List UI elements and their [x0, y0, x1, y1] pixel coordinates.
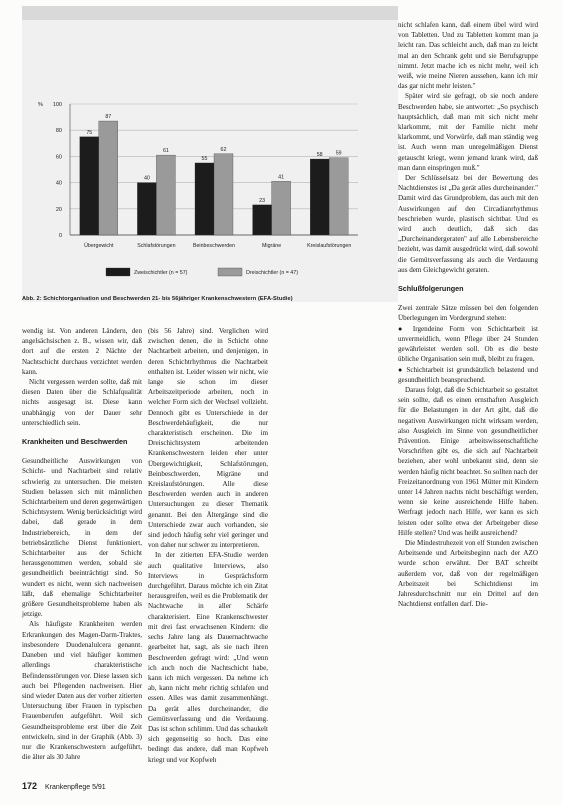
- bar: [156, 155, 175, 235]
- data-label: 23: [259, 197, 266, 204]
- y-tick-label: 20: [55, 206, 62, 213]
- text-column-right: [398, 20, 538, 609]
- y-tick-label: 80: [55, 128, 62, 135]
- paragraph: Als häufigste Krankheiten werden Erkrankungen des Magen-Darm-Traktes, insbesondere Duodenalulcera genannt. Daneben und viel häufiger kommen allerdings charakteristische Befindensstörungen vor. Diese lassen sich auch bei Pflegenden nachweisen. Hier sind wieder Daten aus der vorher zitierten Untersuchung über Frauen in typischen Frauenberufen aufgeführt. Weil sich Gesundheitsprobleme erst über die Zeit entwickeln, sind in der Graphik (Abb. 3) nur die Krankenschwestern aufgeführt, die älter als 30 Jahre: [22, 620, 142, 762]
- bar: [329, 158, 348, 235]
- paragraph: Zwei zentrale Sätze müssen bei den folgenden Überlegungen im Vordergrund stehen:: [398, 304, 538, 323]
- bar: [214, 154, 233, 235]
- page-number: 172: [22, 781, 38, 791]
- data-label: 59: [335, 150, 342, 157]
- data-label: 87: [105, 114, 112, 121]
- legend-label: Dreischichtler (n = 47): [246, 270, 298, 276]
- paragraph: Die Mindestruhezeit von elf Stunden zwischen Arbeitsende und Arbeitsbeginn nach der AZO wurde schon erwähnt. Der BAT schreibt außerdem vor, daß von der regelmäßigen Arbeitszeit bei Schichtdienst im Jahresdurchschnitt nur ein Drittel auf den Nachtdienst entfallen darf. Die-: [398, 538, 538, 609]
- y-tick-label: 100: [52, 102, 62, 108]
- page-footer: [22, 781, 106, 791]
- journal-name: Krankenpflege 5/91: [44, 784, 106, 791]
- paragraph: In der zitierten EFA-Studie werden auch qualitative Interviews, also Interviews in Gesprächsform durchgeführt. Daraus möchte ich ein Zitat herausgreifen, weil es die Problematik der Nachtwache in aller Schärfe charakterisiert. Eine Krankenschwester mit drei fast erwachsenen Kindern: die sechs Jahre lang als Dauernachtwache gearbeitet hat, sagt, als sie nach ihren Beschwerden gefragt wird: „Und wenn ich auch noch die Nachtschicht habe, kann ich mich vergessen. Da nehme ich ab, kann nicht mehr richtig schlafen und essen. Alles was damit zusammenhängt. Da gerät alles durcheinander, die Gemütsverfassung und die Verdauung. Das ist schon schlimm. Und das schaukelt sich gegenseitig so hoch. Das eine bedingt das andere, daß man Kopfweh kriegt und vor Kopfweh: [148, 551, 268, 764]
- figure-top-band: [22, 6, 398, 20]
- paragraph: nicht schlafen kann, daß einem übel wird wird von Tabletten. Und zu Tabletten kommt man ja leicht ran. Das schleicht auch, daß man zu leicht mal an den Schrank geht und sie Berufsgruppe nimmt. Jetzt mache ich es nicht mehr, weil ich weiß, wie meine Nieren aussehen, kann ich mir das gar nicht mehr leisten.": [398, 21, 538, 91]
- y-tick-label: 0: [58, 233, 62, 239]
- paragraph: Nicht vergessen werden sollte, daß mit diesen Daten über die Schlafqualität nichts ausgesagt ist. Diese kann unabhängig von der Dauer sehr unterschiedlich sein.: [22, 378, 142, 427]
- bullet-item: ● Irgendeine Form von Schichtarbeit ist unvermeidlich, wenn Pflege über 24 Stunden gewährleistet werden soll. Ob es die beste übliche Organisation sein muß, bleibt zu fragen.: [398, 324, 538, 364]
- paragraph: wendig ist. Von anderen Ländern, den angelsächsischen z. B., wissen wir, daß dort auf die ersten 2 Nächte der Nachtschicht durchaus verzichtet werden kann.: [22, 327, 142, 376]
- text-column-left: [22, 326, 142, 762]
- y-tick-label: 60: [55, 154, 62, 161]
- data-label: 40: [143, 175, 150, 182]
- legend-swatch: [218, 268, 242, 276]
- chart-figure: [22, 20, 398, 302]
- bar: [99, 121, 118, 235]
- figure-caption: Abb. 2: Schichtorganisation und Beschwerden 21- bis 56jähriger Krankenschwestern (EFA-Studie): [22, 296, 293, 302]
- bar: [137, 183, 156, 235]
- bar-chart: [22, 20, 398, 302]
- y-tick-label: 40: [55, 180, 62, 187]
- bar: [253, 205, 272, 235]
- paragraph: Später wird sie gefragt, ob sie noch andere Beschwerden habe, sie antwortet: „So psychisch hauptsächlich, daß man mit sich nicht mehr klarkommt, mit der Familie nicht mehr klarkommt, und Vorwürfe, daß man ständig weg ist. Auch wenn man unregelmäßigen Dienst getauscht kriegt, wenn jemand krank wird, daß man dann einspringen muß.": [398, 92, 538, 172]
- x-tick-label: Beinbeschwerden: [192, 243, 236, 249]
- bar: [272, 181, 291, 235]
- data-label: 55: [201, 155, 208, 162]
- section-heading: Schlußfolgerungen: [398, 284, 464, 294]
- paragraph: Gesundheitliche Auswirkungen von Schicht- und Nachtarbeit sind relativ schwierig zu untersuchen. Die meisten Studien belassen sich mit männlichen Schichtarbeitern und deren gegenwärtigen Schichtsystem. Wenig berücksichtigt wird dabei, daß gerade in dem Industriebereich, in dem der betriebsärztliche Dienst funktioniert, Schichtarbeiter aus der Schicht herausgenommen werden, sobald sie gesundheitlich beeinträchtigt sind. So wundert es nicht, wenn sich nachweisen läßt, daß ehemalige Schichtarbeiter größere Gesundheitsprobleme haben als jetzige.: [22, 457, 142, 619]
- data-label: 62: [220, 146, 227, 153]
- paragraph: (bis 56 Jahre) sind. Verglichen wird zwischen denen, die in Schicht ohne Nachtarbeit arbeiten, und denjenigen, in deren Schichtrhythmus die Nachtarbeit enthalten ist. Leider wissen wir nicht, wie lange sie schon im dieser Arbeitszeitperiode arbeiten, noch in welcher Form sich der Wechsel vollzieht. Dennoch gibt es Unterschiede in der Beschwerdehäufigkeit, die nur charakteristisch erscheinen. Die im Dreischichtsystem arbeitenden Krankenschwestern leiden eher unter Übergewichtigkeit, Schlafstörungen, Beinbeschwerden, Migräne und Kreislaufstörungen. Alle diese Beschwerden werden auch in anderen Untersuchungen zu dieser Thematik genannt. Bei den Ältergänge sind die Unterschiede zwar auch vorhanden, sie sind jedoch häufig sehr viel geringer und von daher nur schwer zu interpretieren.: [148, 327, 268, 550]
- y-axis-label: %: [38, 102, 43, 108]
- bullet-item: ● Schichtarbeit ist grundsätzlich belastend und gesundheitlich beanspruchend.: [398, 365, 538, 384]
- bar: [195, 163, 214, 235]
- x-tick-label: Kreislaufstörungen: [307, 243, 352, 249]
- bar: [80, 137, 99, 235]
- data-label: 41: [278, 174, 285, 181]
- section-heading: Krankheiten und Beschwerden: [22, 437, 128, 447]
- data-label: 61: [162, 148, 169, 155]
- text-column-middle: [148, 326, 268, 765]
- paragraph: Daraus folgt, daß die Schichtarbeit so gestaltet sein sollte, daß es einen ernsthaften Ausgleich für die Belastungen in der Art gibt, daß die negativen Auswirkungen nicht wirksam werden, also Ausgleich im Sinne von gesundheitlicher Prävention. Einige arbeitswissenschaftliche Vorschriften gibt es, die sich auf Nachtarbeit beziehen, aber wohl unbekannt sind, denn sie werden häufig nicht beachtet. So sollten nach der Freizeitanordnung von 1961 Mütter mit Kindern unter 14 Jahren nachts nicht beschäftigt werden, wenn sie keine ausreichende Hilfe haben. Werfragt jedoch nach Hilfe, wer kann es sich leisten oder sollte etwa der Arbeitgeber diese Hilfe stellen? Und was heißt ausreichend?: [398, 385, 538, 537]
- paragraph: Der Schlüsselsatz bei der Bewertung des Nachtdienstes ist „Da gerät alles durcheinander." Damit wird das Grundproblem, das auch mit den Auswirkungen auf den Circadianrhythmus beschrieben wurde, plastisch sichtbar. Und es wird auch deutlich, daß sich das „Durcheinandergeraten" auf alle Lebensbereiche bezieht, was damit ausgedrückt wird, daß sowohl die Gemütsverfassung als auch die Verdauung aus dem Gleichgewicht geraten.: [398, 174, 538, 274]
- x-tick-label: Übergewicht: [84, 243, 114, 249]
- legend-swatch: [106, 268, 130, 276]
- legend-label: Zweischichtler (n = 57): [134, 270, 188, 276]
- bar: [310, 159, 329, 235]
- data-label: 58: [316, 152, 323, 159]
- data-label: 75: [86, 129, 93, 136]
- x-tick-label: Schlafstörungen: [137, 243, 176, 249]
- x-tick-label: Migräne: [262, 243, 282, 249]
